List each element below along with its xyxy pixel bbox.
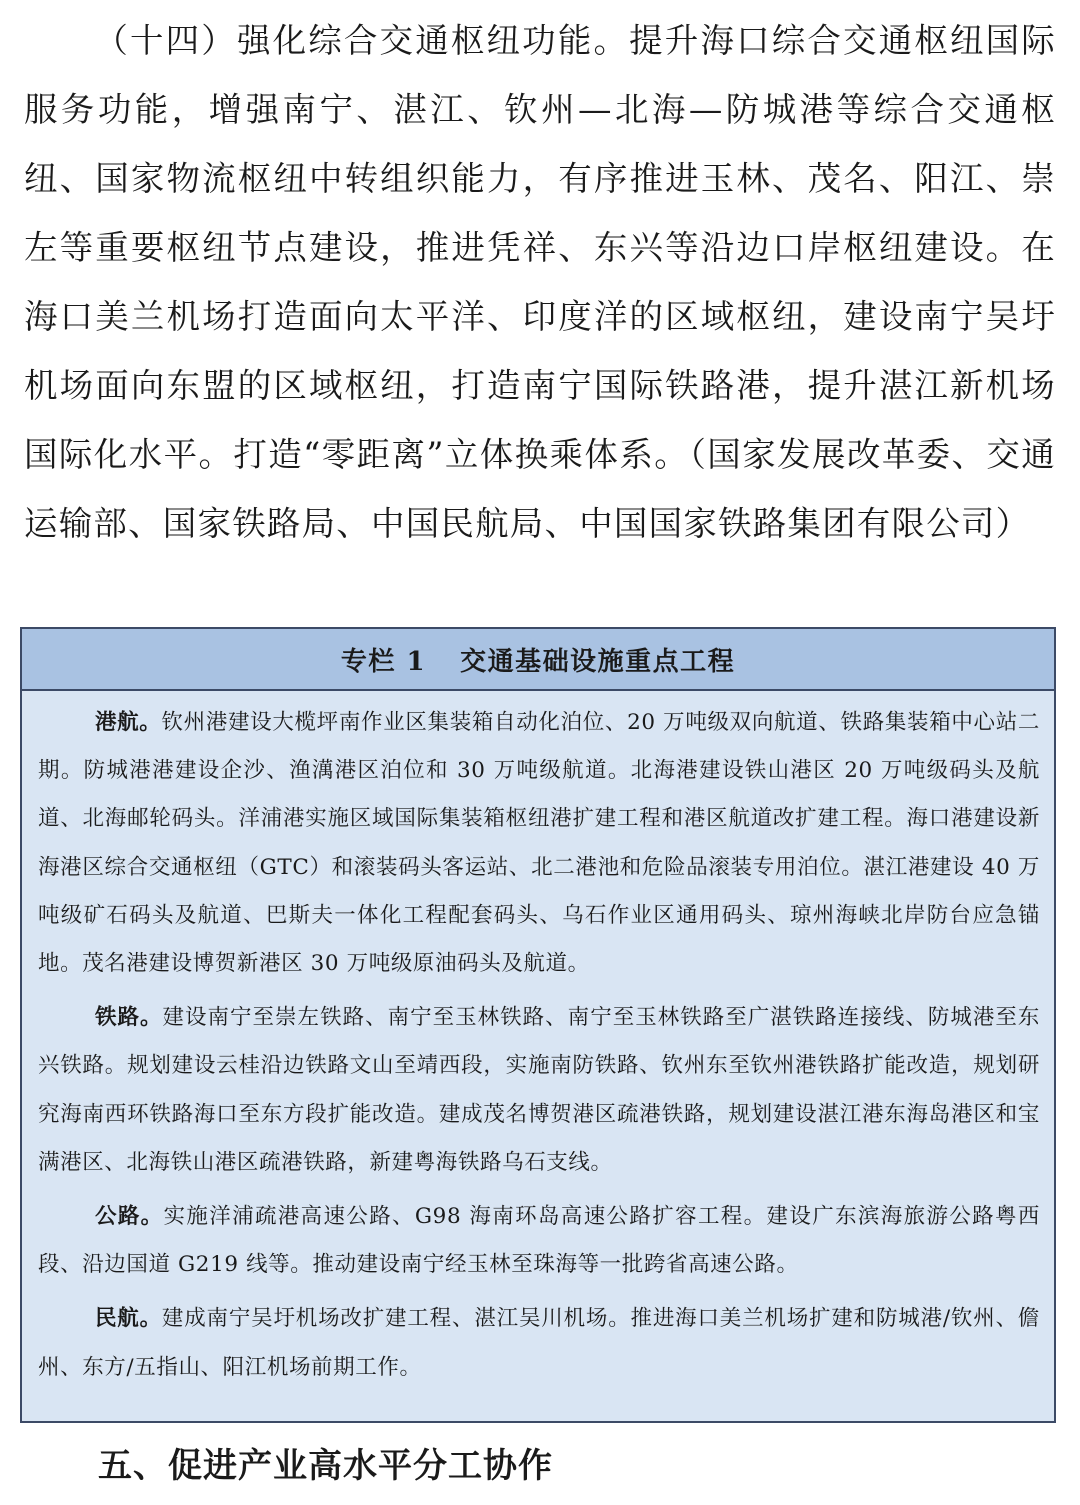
- body-paragraph: （十四）强化综合交通枢纽功能。提升海口综合交通枢纽国际服务功能，增强南宁、湛江、钦州—北海—防城港等综合交通枢纽、国家物流枢纽中转组织能力，有序推进玉林、茂名、阳江、崇左等重要枢纽节点建设，推进凭祥、东兴等沿边口岸枢纽建设。在海口美兰机场打造面向太平洋、印度洋的区域枢纽，建设南宁吴圩机场面向东盟的区域枢纽，打造南宁国际铁路港，提升湛江新机场国际化水平。打造“零距离”立体换乘体系。（国家发展改革委、交通运输部、国家铁路局、中国民航局、中国国家铁路集团有限公司）: [24, 21, 1056, 543]
- box-title-text: 交通基础设施重点工程: [460, 646, 736, 677]
- section-heading: 五、促进产业高水平分工协作: [98, 1446, 553, 1486]
- box-section-aviation: [38, 1295, 1040, 1391]
- box-section-railway: [38, 994, 1040, 1187]
- section-text: 实施洋浦疏港高速公路、G98 海南环岛高速公路扩容工程。建设广东滨海旅游公路粤西段、沿边国道 G219 线等。推动建设南宁经玉林至珠海等一批跨省高速公路。: [38, 1204, 1040, 1278]
- section-text: 建成南宁吴圩机场改扩建工程、湛江吴川机场。推进海口美兰机场扩建和防城港/钦州、儋州、东方/五指山、阳江机场前期工作。: [38, 1306, 1040, 1380]
- box-section-highway: [38, 1193, 1040, 1289]
- section-lead: 民航。: [94, 1306, 162, 1332]
- box-title-number: 专栏 1: [340, 646, 427, 677]
- box-title: [22, 629, 1054, 691]
- section-lead: 公路。: [94, 1204, 164, 1230]
- box-body: [22, 691, 1054, 1392]
- section-text: 建设南宁至崇左铁路、南宁至玉林铁路、南宁至玉林铁路至广湛铁路连接线、防城港至东兴铁路。规划建设云桂沿边铁路文山至靖西段，实施南防铁路、钦州东至钦州港铁路扩能改造，规划研究海南西环铁路海口至东方段扩能改造。建成茂名博贺港区疏港铁路，规划建设湛江港东海岛港区和宝满港区、北海铁山港区疏港铁路，新建粤海铁路乌石支线。: [38, 1005, 1040, 1175]
- section-text: 钦州港建设大榄坪南作业区集装箱自动化泊位、20 万吨级双向航道、铁路集装箱中心站二期。防城港港建设企沙、渔澫港区泊位和 30 万吨级航道。北海港建设铁山港区 20 万吨级码头及航道、北海邮轮码头。洋浦港实施区域国际集装箱枢纽港扩建工程和港区航道改扩建工程。海口港建设新海港区综合交通枢纽（GTC）和滚装码头客运站、北二港池和危险品滚装专用泊位。湛江港建设 40 万吨级矿石码头及航道、巴斯夫一体化工程配套码头、乌石作业区通用码头、琼州海峡北岸防台应急锚地。茂名港建设博贺新港区 30 万吨级原油码头及航道。: [38, 710, 1040, 977]
- box-section-ports: [38, 699, 1040, 988]
- section-lead: 港航。: [94, 710, 162, 735]
- feature-column-box: [20, 627, 1056, 1423]
- section-lead: 铁路。: [94, 1005, 163, 1031]
